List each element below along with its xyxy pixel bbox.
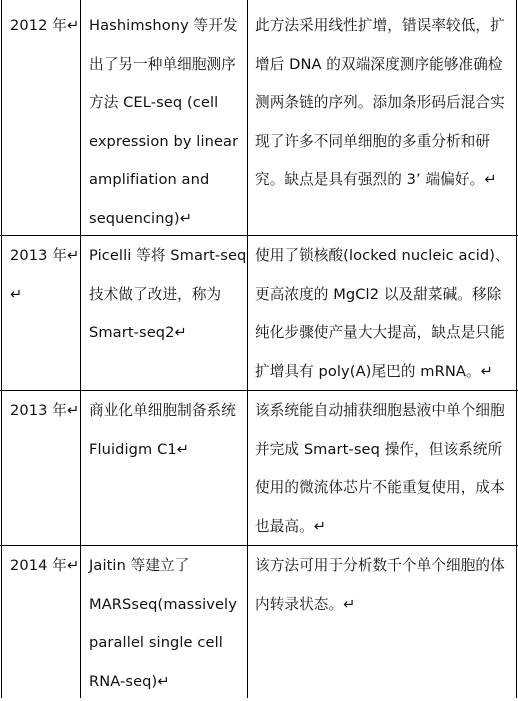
year-cell: 2013 年↵ ↵ <box>10 247 80 303</box>
row-divider <box>0 235 518 236</box>
year-cell: 2013 年↵ <box>10 402 80 419</box>
year-cell: 2014 年↵ <box>10 557 80 574</box>
year-cell: 2012 年↵ <box>10 17 80 34</box>
description-cell: 该方法可用于分析数千个单个细胞的体 内转录状态。↵ <box>255 557 505 613</box>
description-cell: 该系统能自动捕获细胞悬液中单个细胞 并完成 Smart-seq 操作，但该系统所 使用的微流体芯片不能重复使用，成本 也最高。↵ <box>255 402 505 535</box>
column-divider-year <box>80 0 81 698</box>
description-cell: 此方法采用线性扩增，错误率较低，扩 增后 DNA 的双端深度测序能够准确检 测两条链的序列。添加条形码后混合实 现了许多不同单细胞的多重分析和研 究。缺点是具有强烈的 3’ 端偏好。↵ <box>255 17 505 189</box>
method-cell: Jaitin 等建立了 MARSseq(massively parallel single cell RNA-seq)↵ <box>89 557 237 690</box>
method-cell: Picelli 等将 Smart-seq 技术做了改进，称为 Smart-seq2↵ <box>89 247 247 342</box>
column-divider-method <box>247 0 248 698</box>
table-border-left <box>1 0 2 698</box>
table-border-right <box>516 0 517 698</box>
method-cell: Hashimshony 等开发 出了另一种单细胞测序 方法 CEL-seq (cell expression by linear amplifiation and sequencing)↵ <box>89 17 239 227</box>
description-cell: 使用了锁核酸(locked nucleic acid)、 更高浓度的 MgCl2 以及甜菜碱。移除 纯化步骤使产量大大提高，缺点是只能 扩增具有 poly(A)尾巴的 mRNA。↵ <box>255 247 510 380</box>
method-cell: 商业化单细胞制备系统 Fluidigm C1↵ <box>89 402 236 458</box>
